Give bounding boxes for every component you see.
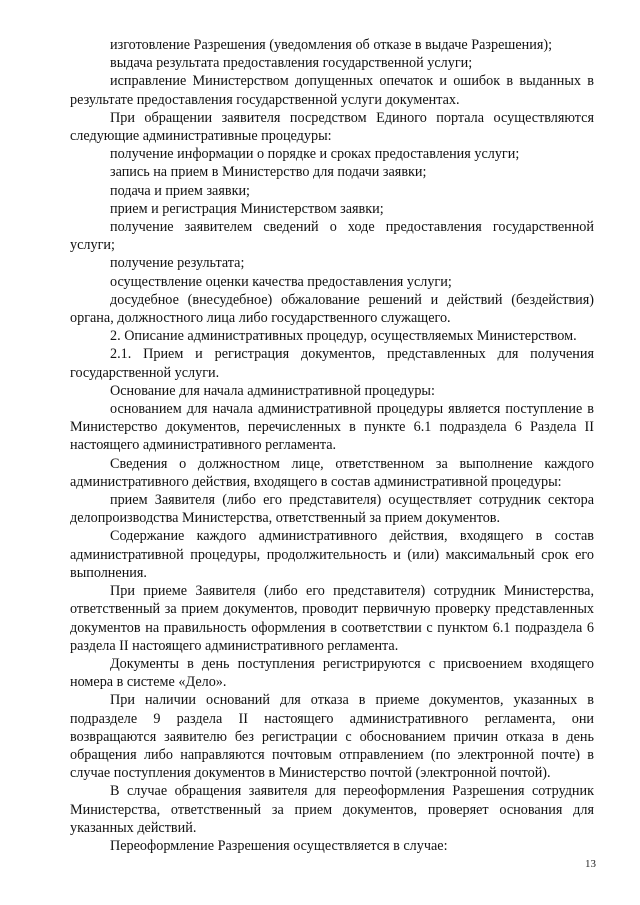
- paragraph: выдача результата предоставления государственной услуги;: [110, 55, 473, 72]
- paragraph: прием и регистрация Министерством заявки;: [110, 200, 384, 217]
- paragraph: получение заявителем сведений о ходе предоставления государственной услуги;: [70, 219, 594, 254]
- paragraph: исправление Министерством допущенных опечаток и ошибок в выданных в результате предоставления государственной услуги документах.: [70, 73, 594, 108]
- paragraph: При приеме Заявителя (либо его представителя) сотрудник Министерства, ответственный за прием документов, проводит первичную проверку представленных документов на правильность оформления в соответствии с пунктом 6.1 подраздела 6 раздела II настоящего административного регламента.: [70, 583, 594, 654]
- paragraph: При наличии оснований для отказа в приеме документов, указанных в подразделе 9 раздела II настоящего административного регламента, они возвращаются заявителю без регистрации с обоснованием причин отказа в день обращения либо направляются почтовым отправлением (по электронной почте) в случае поступления документов в Министерство почтой (электронной почтой).: [70, 692, 594, 782]
- paragraph: получение информации о порядке и сроках предоставления услуги;: [110, 146, 520, 163]
- paragraph: осуществление оценки качества предоставления услуги;: [110, 273, 452, 290]
- paragraph: досудебное (внесудебное) обжалование решений и действий (бездействия) органа, должностного лица либо государственного служащего.: [70, 291, 594, 327]
- paragraph: прием Заявителя (либо его представителя) осуществляет сотрудник сектора делопроизводства Министерства, ответственный за прием документов.: [70, 492, 594, 527]
- subsection-heading: 2.1. Прием и регистрация документов, представленных для получения государственной услуги.: [70, 346, 594, 381]
- paragraph: запись на прием в Министерство для подачи заявки;: [110, 164, 427, 181]
- paragraph: В случае обращения заявителя для переоформления Разрешения сотрудник Министерства, ответственный за прием документов, проверяет основания для указанных действий.: [70, 783, 594, 836]
- paragraph: основанием для начала административной процедуры является поступление в Министерство документов, перечисленных в пункте 6.1 подраздела 6 Раздела II настоящего административного регламента.: [70, 401, 594, 454]
- body-text: [70, 36, 594, 855]
- paragraph: При обращении заявителя посредством Единого портала осуществляются следующие административные процедуры:: [70, 109, 594, 145]
- paragraph: получение результата;: [110, 255, 245, 272]
- paragraph: Переоформление Разрешения осуществляется в случае:: [110, 837, 448, 854]
- paragraph: Сведения о должностном лице, ответственном за выполнение каждого административного действия, входящего в состав административной процедуры:: [70, 455, 594, 490]
- page-number: 13: [585, 858, 596, 870]
- paragraph: Основание для начала административной процедуры:: [110, 382, 435, 399]
- paragraph: подача и прием заявки;: [110, 182, 250, 199]
- paragraph: Содержание каждого административного действия, входящего в состав административной процедуры, продолжительность и (или) максимальный срок его выполнения.: [70, 528, 594, 581]
- section-heading: 2. Описание административных процедур, осуществляемых Министерством.: [110, 328, 577, 345]
- paragraph: Документы в день поступления регистрируются с присвоением входящего номера в системе «Дело».: [70, 655, 594, 691]
- paragraph: изготовление Разрешения (уведомления об отказе в выдаче Разрешения);: [110, 37, 553, 53]
